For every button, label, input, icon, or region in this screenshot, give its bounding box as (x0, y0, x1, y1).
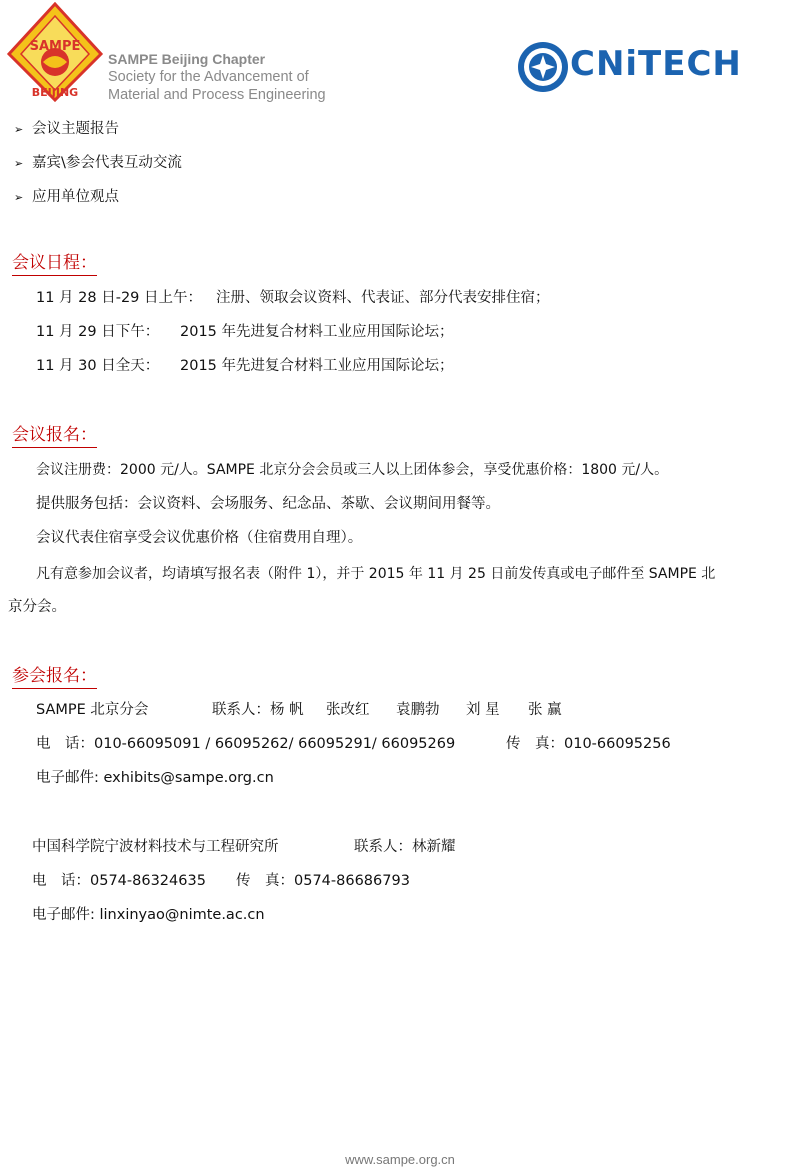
registration-apply-cont: 京分会。 (8, 599, 66, 615)
org1-phone: 电 话：010-66095091 / 66095262/ 66095291/ 66095269 (36, 736, 456, 752)
sampe-beijing-logo (6, 2, 104, 102)
section-title-schedule: 会议日程： (12, 252, 97, 276)
bullet-item: ➢ 应用单位观点 (14, 189, 119, 205)
org2-fax: 传 真：0574-86686793 (236, 873, 410, 889)
contact-person: 刘 星 (466, 702, 500, 718)
cnitech-emblem-icon (516, 40, 570, 94)
svg-text:BEIJING: BEIJING (31, 86, 79, 99)
org1-fax: 传 真：010-66095256 (506, 736, 671, 752)
contact-org2-phone-row (32, 871, 410, 891)
arrow-bullet-icon: ➢ (14, 191, 24, 204)
contact-person: 张 赢 (528, 702, 562, 718)
cnitech-logo-text: CNiTECH (570, 44, 742, 84)
org2-name: 中国科学院宁波材料技术与工程研究所 (32, 839, 279, 855)
org2-contact: 联系人：林新耀 (354, 839, 456, 855)
org-subtitle-2: Material and Process Engineering (108, 87, 326, 103)
section-title-contacts: 参会报名： (12, 665, 97, 689)
contact-org1-row: SAMPE 北京分会 联系人：杨 帆 张改红 袁鹏勃 刘 星 张 赢 (36, 702, 562, 718)
org1-name: SAMPE 北京分会 (36, 702, 149, 718)
bullet-item: ➢ 嘉宾\参会代表互动交流 (14, 155, 182, 171)
bullet-item: ➢ 会议主题报告 (14, 121, 119, 137)
arrow-bullet-icon: ➢ (14, 123, 24, 136)
org-description (108, 50, 326, 104)
contact-person: 张改红 (326, 702, 370, 718)
schedule-row: 11 月 29 日下午： 2015 年先进复合材料工业应用国际论坛； (36, 324, 454, 340)
schedule-row: 11 月 30 日全天： 2015 年先进复合材料工业应用国际论坛； (36, 358, 454, 374)
section-title-registration: 会议报名： (12, 424, 97, 448)
org1-email: 电子邮件: exhibits@sampe.org.cn (36, 770, 274, 786)
svg-text:SAMPE: SAMPE (29, 39, 81, 54)
registration-hotel: 会议代表住宿享受会议优惠价格（住宿费用自理）。 (36, 530, 363, 546)
contact-person: 袁鹏勃 (396, 702, 440, 718)
schedule-row: 11 月 28 日-29 日上午： 注册、领取会议资料、代表证、部分代表安排住宿； (36, 290, 550, 306)
arrow-bullet-icon: ➢ (14, 157, 24, 170)
contact-person: 杨 帆 (270, 702, 304, 718)
org2-phone: 电 话：0574-86324635 (32, 873, 206, 889)
contact-org1-phone-row (36, 734, 671, 754)
registration-services: 提供服务包括：会议资料、会场服务、纪念品、茶歇、会议期间用餐等。 (36, 496, 500, 512)
footer-url[interactable]: www.sampe.org.cn (345, 1152, 455, 1167)
org-name: SAMPE Beijing Chapter (108, 51, 266, 67)
registration-fee: 会议注册费：2000 元/人。SAMPE 北京分会会员或三人以上团体参会，享受优惠价格：1800 元/人。 (36, 462, 669, 478)
contact-org2-row (32, 837, 456, 857)
org2-email: 电子邮件: linxinyao@nimte.ac.cn (32, 907, 265, 923)
registration-apply: 凡有意参加会议者，均请填写报名表（附件 1），并于 2015 年 11 月 25 日前发传真或电子邮件至 SAMPE 北 (36, 566, 716, 582)
org-subtitle-1: Society for the Advancement of (108, 69, 309, 85)
